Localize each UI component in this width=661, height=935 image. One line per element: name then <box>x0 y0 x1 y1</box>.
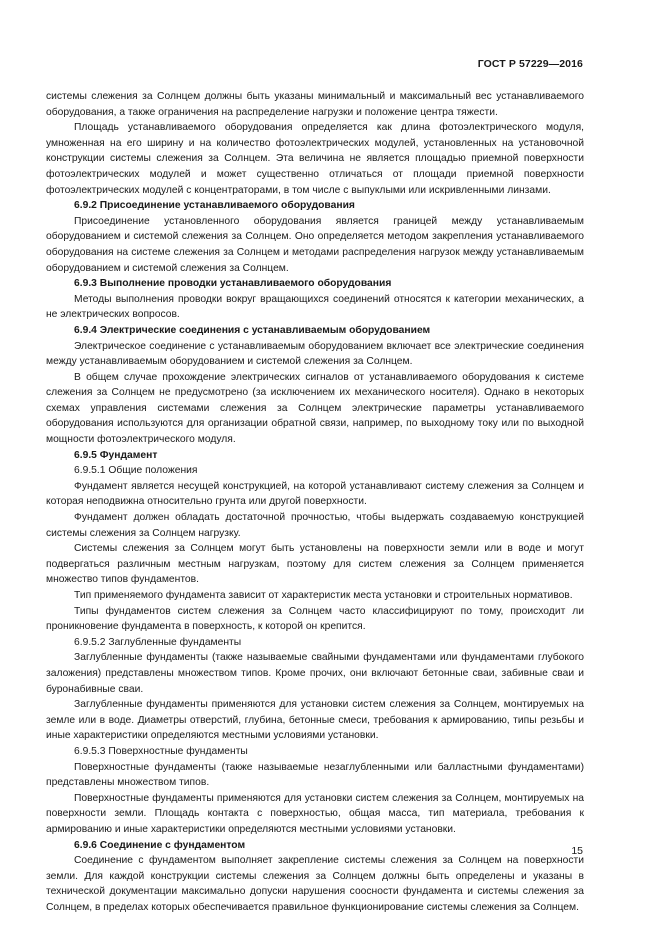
paragraph: Заглубленные фундаменты применяются для установки систем слежения за Солнцем, монтируемых на земле или в воде. Диаметры отверстий, глубина, бетонные смеси, требования к армированию, типы резьбы и иные характеристики определяются местными условиями установки. <box>46 699 584 742</box>
section-heading-6-9-2: 6.9.2 Присоединение устанавливаемого оборудования <box>74 200 355 212</box>
section-heading-6-9-3: 6.9.3 Выполнение проводки устанавливаемого оборудования <box>74 278 392 290</box>
paragraph: Поверхностные фундаменты применяются для установки систем слежения за Солнцем, монтируемых на поверхности земли. Площадь контакта с поверхностью, общая масса, тип материала, требования к армированию и иные характеристики определяются местными условиями установки. <box>46 792 584 835</box>
subsection-heading-6-9-5-3: 6.9.5.3 Поверхностные фундаменты <box>74 745 248 757</box>
paragraph: Площадь устанавливаемого оборудования определяется как длина фотоэлектрического модуля, умноженная на его ширину и на количество фотоэлектрических модулей, установленных на установочной конструкции системы слежения за Солнцем. Эта величина не является площадью приемной поверхности фотоэлектрических модулей и может существенно отличаться от площади приемной поверхности фотоэлектрических модулей с концентраторами, в том числе с выпуклыми или искривленными линзами. <box>46 122 584 196</box>
section-heading-6-9-6: 6.9.6 Соединение с фундаментом <box>74 839 246 851</box>
paragraph: Методы выполнения проводки вокруг вращающихся соединений относятся к категории механических, а не электрических вопросов. <box>46 293 584 321</box>
paragraph: системы слежения за Солнцем должны быть указаны минимальный и максимальный вес устанавливаемого оборудования, а также ограничения на распределение нагрузки и положение центра тяжести. <box>46 91 584 118</box>
paragraph: Фундамент является несущей конструкцией, на которой устанавливают систему слежения за Солнцем и которая неподвижна относительно грунта или другой поверхности. <box>46 480 584 508</box>
paragraph: В общем случае прохождение электрических сигналов от устанавливаемого оборудования к системе слежения за Солнцем не предусмотрено (за исключением их механического носителя). Однако в некоторых схемах управления системами слежения за Солнцем электрические параметры устанавливаемого оборудования используются для организации обратной связи, например, по выходному току или по выходной мощности фотоэлектрического модуля. <box>46 371 584 446</box>
subsection-heading-6-9-5-1: 6.9.5.1 Общие положения <box>74 465 198 477</box>
subsection-heading-6-9-5-2: 6.9.5.2 Заглубленные фундаменты <box>74 636 242 648</box>
paragraph: Фундамент должен обладать достаточной прочностью, чтобы выдержать создаваемую конструкцией системы слежения за Солнцем нагрузку. <box>46 512 584 539</box>
paragraph: Системы слежения за Солнцем могут быть установлены на поверхности земли или в воде и могут подвергаться различным местным нагрузкам, поэтому для систем слежения за Солнцем применяется множество типов фундаментов. <box>46 543 584 586</box>
document-body <box>46 89 584 915</box>
section-heading-6-9-5: 6.9.5 Фундамент <box>74 449 158 461</box>
section-heading-6-9-4: 6.9.4 Электрические соединения с устанавливаемым оборудованием <box>74 324 431 336</box>
document-code-header: ГОСТ Р 57229—2016 <box>477 58 583 70</box>
paragraph: Тип применяемого фундамента зависит от характеристик места установки и строительных нормативов. <box>74 590 573 601</box>
paragraph: Типы фундаментов систем слежения за Солнцем часто классифицируют по тому, происходит ли проникновение фундамента в поверхность, к которой он крепится. <box>46 605 584 633</box>
page-number: 15 <box>571 845 583 857</box>
paragraph: Заглубленные фундаменты (также называемые свайными фундаментами или фундаментами глубокого заложения) представлены множеством типов. Кроме прочих, они включают бетонные сваи, забивные сваи и буронабивные сваи. <box>46 652 584 695</box>
paragraph: Соединение с фундаментом выполняет закрепление системы слежения за Солнцем на поверхности земли. Для каждой конструкции системы слежения за Солнцем должны быть определены и указаны в технической документации максимально допуски нарушения соосности фундамента и системы слежения за Солнцем, в пределах которых обеспечивается правильное функционирование системы слежения за Солнцем. <box>46 855 584 913</box>
paragraph: Присоединение установленного оборудования является границей между устанавливаемым оборудованием и системой слежения за Солнцем. Оно определяется методом закрепления устанавливаемого оборудования на системе слежения за Солнцем и методами распределения нагрузок между устанавливаемым оборудованием и системой слежения за Солнцем. <box>46 215 584 274</box>
paragraph: Поверхностные фундаменты (также называемые незаглубленными или балластными фундаментами) представлены множеством типов. <box>46 761 584 789</box>
paragraph: Электрическое соединение с устанавливаемым оборудованием включает все электрические соединения между устанавливаемым оборудованием и системой слежения за Солнцем. <box>46 340 584 368</box>
